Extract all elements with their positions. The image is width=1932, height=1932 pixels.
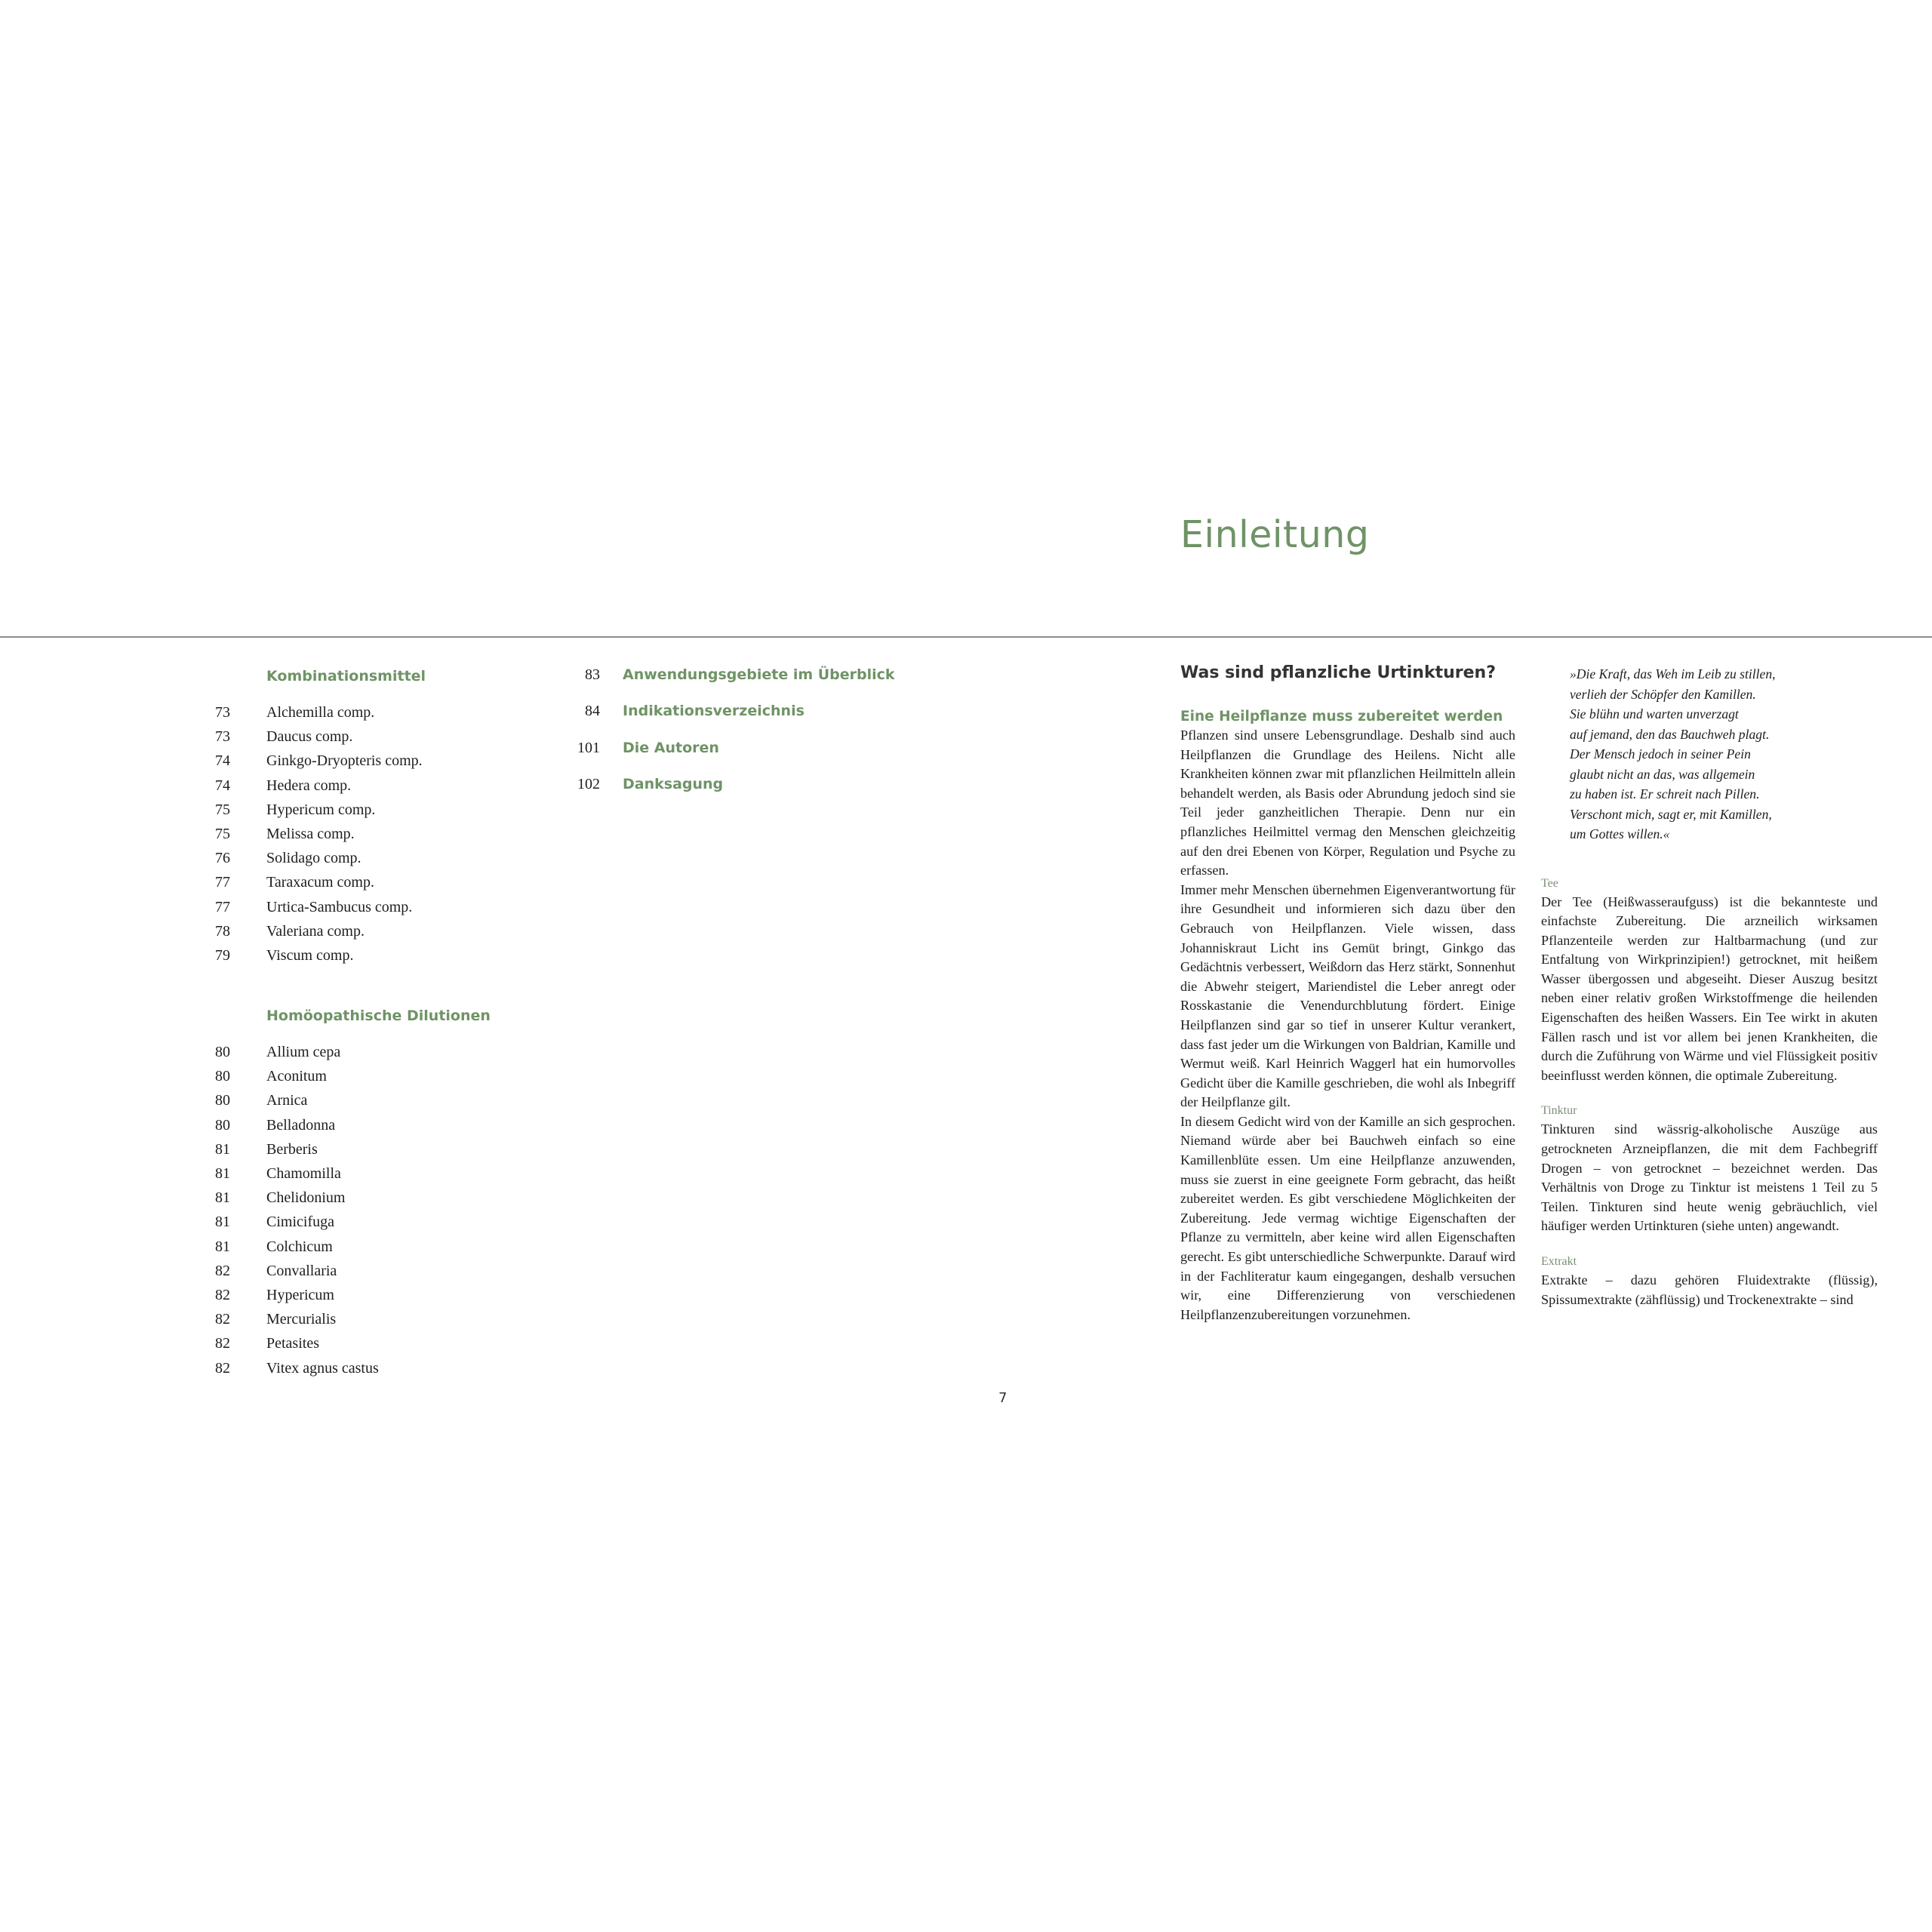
toc-page-number: 82 [215, 1311, 230, 1328]
toc-entry[interactable] [215, 1309, 532, 1333]
toc-heading-dilutionen: Homöopathische Dilutionen [266, 1008, 491, 1025]
article-column-right [1541, 664, 1878, 1326]
toc-entry-label: Die Autoren [623, 739, 719, 756]
toc-entry-label: Valeriana comp. [266, 922, 365, 940]
toc-entry-label: Berberis [266, 1140, 318, 1158]
toc-entry-label: Convallaria [266, 1262, 337, 1279]
toc-entry-label: Vitex agnus castus [266, 1359, 379, 1377]
toc-entry[interactable] [215, 1066, 532, 1090]
chapter-title: Einleitung [1180, 513, 1370, 556]
sub-heading: Eine Heilpflanze muss zubereitet werden [1180, 709, 1503, 724]
toc-page-number: 82 [215, 1359, 230, 1377]
toc-entry[interactable] [215, 1284, 532, 1309]
toc-page-number: 78 [215, 922, 230, 940]
paragraph: Immer mehr Menschen übernehmen Eigenverantwortung für ihre Gesundheit und informieren sich dazu über den Gebrauch von Heilpflanzen. Viele wissen, dass Johanniskraut Licht ins Gemüt bringt, Ginkgo das Gedächtnis verbessert, Weißdorn das Herz stärkt, Sonnenhut die Abwehr steigert, Mariendistel die Leber anregt oder Rosskastanie die Venendurchblutung fördert. Einige Heilpflanzen sind gar so tief in unserer Kultur verankert, dass fast jeder um die Wirkungen von Baldrian, Kamille und Wermut weiß. Karl Heinrich Waggerl hat ein humorvolles Gedicht über die Kamille geschrieben, die wohl als Inbegriff der Heilpflanze gilt. [1180, 881, 1515, 1110]
poem-line: Der Mensch jedoch in seiner Pein [1570, 746, 1751, 761]
toc-entry-label: Danksagung [623, 775, 724, 792]
toc-page-number: 81 [215, 1238, 230, 1255]
toc-page-number: 79 [215, 946, 230, 964]
toc-entry[interactable] [215, 1115, 532, 1139]
toc-entry[interactable] [570, 775, 992, 811]
toc-page-number: 101 [577, 739, 600, 756]
toc-page-number: 102 [577, 775, 600, 792]
section-text-extrakt: Extrakte – dazu gehören Fluidextrakte (flüssig), Spissumextrakte (zähflüssig) und Trockenextrakte – sind [1541, 1272, 1878, 1307]
toc-entry[interactable] [215, 702, 532, 726]
toc-entry[interactable] [215, 1090, 532, 1114]
toc-entry-label: Melissa comp. [266, 825, 355, 842]
toc-page-number: 82 [215, 1262, 230, 1279]
toc-page-number: 83 [585, 666, 600, 683]
section-heading: Was sind pflanzliche Urtinkturen? [1180, 663, 1496, 682]
toc-page-number: 73 [215, 704, 230, 721]
toc-entry-label: Allium cepa [266, 1044, 341, 1061]
toc-entry-label: Chamomilla [266, 1165, 341, 1182]
toc-entry[interactable] [215, 872, 532, 896]
toc-entry-label: Ginkgo-Dryopteris comp. [266, 752, 423, 770]
toc-list-dilutionen [215, 1041, 532, 1382]
toc-entry-label: Urtica-Sambucus comp. [266, 898, 413, 915]
toc-entry-label: Taraxacum comp. [266, 874, 374, 891]
toc-entry[interactable] [215, 726, 532, 750]
poem-line: Verschont mich, sagt er, mit Kamillen, [1570, 806, 1772, 822]
toc-entry-label: Cimicifuga [266, 1214, 334, 1231]
toc-column-left [215, 666, 532, 1382]
poem-line: verlieh der Schöpfer den Kamillen. [1570, 686, 1756, 702]
horizontal-rule [0, 636, 1932, 638]
toc-page-number: 75 [215, 801, 230, 818]
toc-entry-label: Hypericum comp. [266, 801, 376, 818]
toc-entry[interactable] [215, 1139, 532, 1163]
toc-entry[interactable] [215, 1163, 532, 1187]
toc-entry[interactable] [215, 775, 532, 799]
toc-page-number: 77 [215, 898, 230, 915]
paragraph: In diesem Gedicht wird von der Kamille an sich gesprochen. Niemand würde aber bei Bauchweh einfach so eine Kamillenblüte essen. Um eine Heilpflanze anzuwenden, muss sie zuerst in eine geeignete Form gebracht, das heißt zubereitet werden. Es gibt verschiedene Möglichkeiten der Zubereitung. Jede vermag wichtige Eigenschaften der Pflanze zu vermitteln, aber keine wird allen Eigenschaften gerecht. Es gibt unterschiedliche Schwerpunkte. Darauf wird in der Fachliteratur kaum eingegangen, deshalb versuchen wir, eine Differenzierung von verschiedenen Heilpflanzenzubereitungen vorzunehmen. [1180, 1113, 1515, 1322]
toc-page-number: 84 [585, 703, 600, 720]
toc-entry[interactable] [215, 1236, 532, 1260]
toc-page-number: 81 [215, 1189, 230, 1207]
toc-entry[interactable] [570, 739, 992, 775]
poem-line: Sie blühn und warten unverzagt [1570, 706, 1739, 721]
toc-list-kombinationsmittel [215, 702, 532, 969]
poem-line: um Gottes willen.« [1570, 826, 1670, 841]
section-label-extrakt: Extrakt [1541, 1255, 1577, 1268]
toc-column-right [570, 666, 992, 811]
toc-entry[interactable] [215, 945, 532, 969]
poem-line: »Die Kraft, das Weh im Leib zu stillen, [1570, 666, 1776, 681]
toc-entry-label: Hypericum [266, 1286, 334, 1303]
toc-page-number: 81 [215, 1214, 230, 1231]
poem-line: glaubt nicht an das, was allgemein [1570, 766, 1755, 782]
poem-line: zu haben ist. Er schreit nach Pillen. [1570, 786, 1760, 801]
section-label-tee: Tee [1541, 876, 1558, 890]
toc-page-number: 82 [215, 1286, 230, 1303]
toc-entry-label: Solidago comp. [266, 850, 361, 867]
toc-entry[interactable] [215, 750, 532, 774]
article-column-left [1180, 663, 1515, 1324]
section-extrakt [1541, 1253, 1878, 1309]
toc-page-number: 77 [215, 874, 230, 891]
toc-entry[interactable] [215, 1041, 532, 1066]
toc-page-number: 75 [215, 825, 230, 842]
toc-entry[interactable] [215, 1187, 532, 1211]
toc-page-number: 74 [215, 752, 230, 770]
toc-entry[interactable] [215, 921, 532, 945]
section-tee [1541, 875, 1878, 1086]
toc-page-number: 80 [215, 1068, 230, 1085]
toc-entry-label: Aconitum [266, 1068, 327, 1085]
toc-entry-label: Arnica [266, 1092, 308, 1109]
paragraph: Pflanzen sind unsere Lebensgrundlage. Deshalb sind auch Heilpflanzen die Grundlage des Heilens. Nicht alle Krankheiten können zwar mit pflanzlichen Heilmitteln allein behandelt werden, als Basis oder Abrundung jedoch sind sie Teil jeder ganzheitlichen Therapie. Denn nur ein pflanzliches Heilmittel vermag den Menschen gleichzeitig auf den drei Ebenen von Körper, Regulation und Psyche zu erfassen. [1180, 728, 1515, 878]
toc-entry[interactable] [215, 1260, 532, 1284]
poem-quote [1570, 664, 1878, 844]
toc-page-number: 74 [215, 777, 230, 794]
toc-entry[interactable] [215, 823, 532, 848]
toc-list-main [570, 666, 992, 811]
toc-entry[interactable] [215, 848, 532, 872]
toc-page-number: 80 [215, 1116, 230, 1134]
toc-page-number: 80 [215, 1092, 230, 1109]
toc-entry[interactable] [215, 1333, 532, 1357]
toc-entry[interactable] [570, 702, 992, 738]
toc-entry[interactable] [215, 799, 532, 823]
section-text-tinktur: Tinkturen sind wässrig-alkoholische Auszüge aus getrockneten Arzneipflanzen, die mit dem Fachbegriff Drogen – von getrocknet – bezeichnet werden. Das Verhältnis von Droge zu Tinktur ist meistens 1 Teil zu 5 Teilen. Tinkturen sind heute wenig gebräuchlich, viel häufiger werden Urtinkturen (siehe unten) angewandt. [1541, 1121, 1878, 1234]
toc-entry-label: Chelidonium [266, 1189, 346, 1207]
toc-entry-label: Mercurialis [266, 1311, 337, 1328]
toc-entry-label: Alchemilla comp. [266, 704, 375, 721]
toc-entry-label: Anwendungsgebiete im Überblick [623, 666, 895, 683]
toc-entry-label: Hedera comp. [266, 777, 352, 794]
toc-entry[interactable] [215, 897, 532, 921]
poem-line: auf jemand, den das Bauchweh plagt. [1570, 726, 1770, 742]
toc-page-number: 82 [215, 1335, 230, 1352]
toc-page-number: 81 [215, 1140, 230, 1158]
toc-entry[interactable] [570, 666, 992, 702]
toc-entry-label: Petasites [266, 1335, 319, 1352]
page-number: 7 [998, 1390, 1008, 1406]
toc-page-number: 73 [215, 728, 230, 746]
toc-page-number: 81 [215, 1165, 230, 1182]
toc-entry-label: Indikationsverzeichnis [623, 703, 804, 720]
toc-page-number: 76 [215, 850, 230, 867]
section-label-tinktur: Tinktur [1541, 1104, 1577, 1118]
toc-heading-kombinationsmittel: Kombinationsmittel [266, 668, 426, 685]
section-text-tee: Der Tee (Heißwasseraufguss) ist die bekannteste und einfachste Zubereitung. Die arzneilich wirksamen Pflanzenteile werden zur Haltbarmachung (und zur Entfaltung von Wirkprinzipien!) getrocknet, mit heißem Wasser übergossen und abgeseiht. Dieser Auszug besitzt neben einer relativ großen Wirkstoffmenge die heilenden Eigenschaften des heißen Wassers. Ein Tee wirkt in akuten Fällen rasch und ist vor allem bei jenen Krankheiten, die durch die Zuführung von Wärme und viel Flüssigkeit positiv beeinflusst werden können, die optimale Zubereitung. [1541, 894, 1878, 1083]
toc-page-number: 80 [215, 1044, 230, 1061]
toc-entry-label: Belladonna [266, 1116, 336, 1134]
section-tinktur [1541, 1102, 1878, 1236]
toc-entry-label: Colchicum [266, 1238, 333, 1255]
toc-entry-label: Daucus comp. [266, 728, 353, 746]
toc-entry[interactable] [215, 1211, 532, 1235]
toc-entry[interactable] [215, 1358, 532, 1382]
toc-entry-label: Viscum comp. [266, 946, 354, 964]
